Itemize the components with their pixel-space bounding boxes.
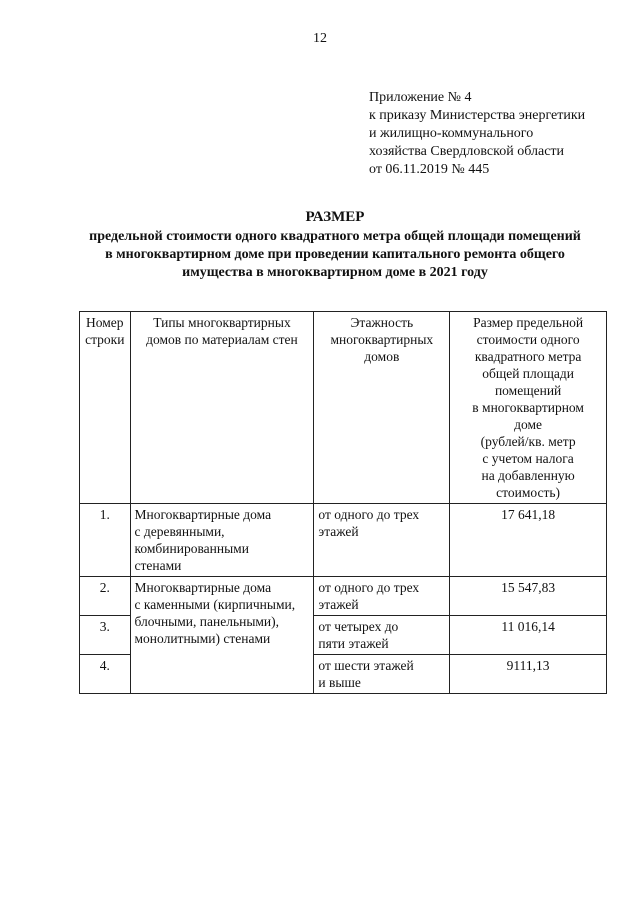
appendix-block	[369, 89, 585, 179]
cell-text: Многоквартирные дома	[134, 580, 272, 595]
table-row	[80, 504, 607, 577]
cell-text: стенами	[134, 558, 182, 573]
appendix-line: от 06.11.2019 № 445	[369, 162, 490, 177]
cell-text: Многоквартирные дома	[134, 507, 272, 522]
cell-text: блочными, панельными),	[134, 614, 280, 629]
appendix-line: и жилищно-коммунального	[369, 126, 534, 141]
header-floors	[314, 312, 450, 504]
header-text: стоимость)	[496, 485, 561, 500]
floors	[314, 655, 450, 694]
header-text: строки	[85, 332, 125, 347]
cell-text: и выше	[318, 675, 361, 690]
row-number: 3.	[80, 616, 131, 655]
row-number: 2.	[80, 577, 131, 616]
header-num	[80, 312, 131, 504]
row-number: 4.	[80, 655, 131, 694]
cell-text: от одного до трех	[318, 507, 420, 522]
wall-type	[130, 504, 314, 577]
cost-table	[79, 311, 607, 694]
header-text: доме	[514, 417, 543, 432]
appendix-line: Приложение № 4	[369, 90, 472, 105]
cell-text: с каменными (кирпичными,	[134, 597, 296, 612]
header-text: Этажность	[350, 315, 414, 330]
table-header-row	[80, 312, 607, 504]
header-text: многоквартирных	[330, 332, 434, 347]
header-text: квадратного метра	[474, 349, 582, 364]
header-text: помещений	[494, 383, 562, 398]
floors	[314, 577, 450, 616]
header-text: на добавленную	[481, 468, 575, 483]
row-number: 1.	[80, 504, 131, 577]
cell-text: монолитными) стенами	[134, 631, 271, 646]
table-row	[80, 577, 607, 616]
header-cost	[450, 312, 607, 504]
cost-value: 11 016,14	[450, 616, 607, 655]
title-main: РАЗМЕР	[305, 209, 365, 225]
appendix-line: к приказу Министерства энергетики	[369, 108, 586, 123]
header-text: Размер предельной	[473, 315, 584, 330]
cost-value: 9111,13	[450, 655, 607, 694]
cell-text: этажей	[318, 524, 359, 539]
cell-text: с деревянными,	[134, 524, 225, 539]
title-line: имущества в многоквартирном доме в 2021 году	[182, 265, 488, 280]
appendix-line: хозяйства Свердловской области	[369, 144, 565, 159]
header-text: с учетом налога	[482, 451, 574, 466]
floors	[314, 504, 450, 577]
header-text: Номер	[85, 315, 124, 330]
header-type	[130, 312, 314, 504]
cell-text: от четырех до	[318, 619, 399, 634]
cell-text: от шести этажей	[318, 658, 414, 673]
wall-type	[130, 577, 314, 694]
header-text: в многоквартирном	[472, 400, 584, 415]
header-text: общей площади	[482, 366, 575, 381]
header-text: стоимости одного	[476, 332, 580, 347]
cost-value: 17 641,18	[450, 504, 607, 577]
cell-text: от одного до трех	[318, 580, 420, 595]
document-title	[70, 208, 600, 282]
cost-value: 15 547,83	[450, 577, 607, 616]
page-number: 12	[313, 31, 327, 46]
cell-text: пяти этажей	[318, 636, 389, 651]
cell-text: комбинированными	[134, 541, 249, 556]
header-text: Типы многоквартирных	[153, 315, 291, 330]
header-text: домов по материалам стен	[146, 332, 298, 347]
cell-text: этажей	[318, 597, 359, 612]
title-line: в многоквартирном доме при проведении капитального ремонта общего	[105, 247, 565, 262]
title-line: предельной стоимости одного квадратного метра общей площади помещений	[89, 229, 581, 244]
floors	[314, 616, 450, 655]
header-text: домов	[364, 349, 400, 364]
header-text: (рублей/кв. метр	[480, 434, 576, 449]
